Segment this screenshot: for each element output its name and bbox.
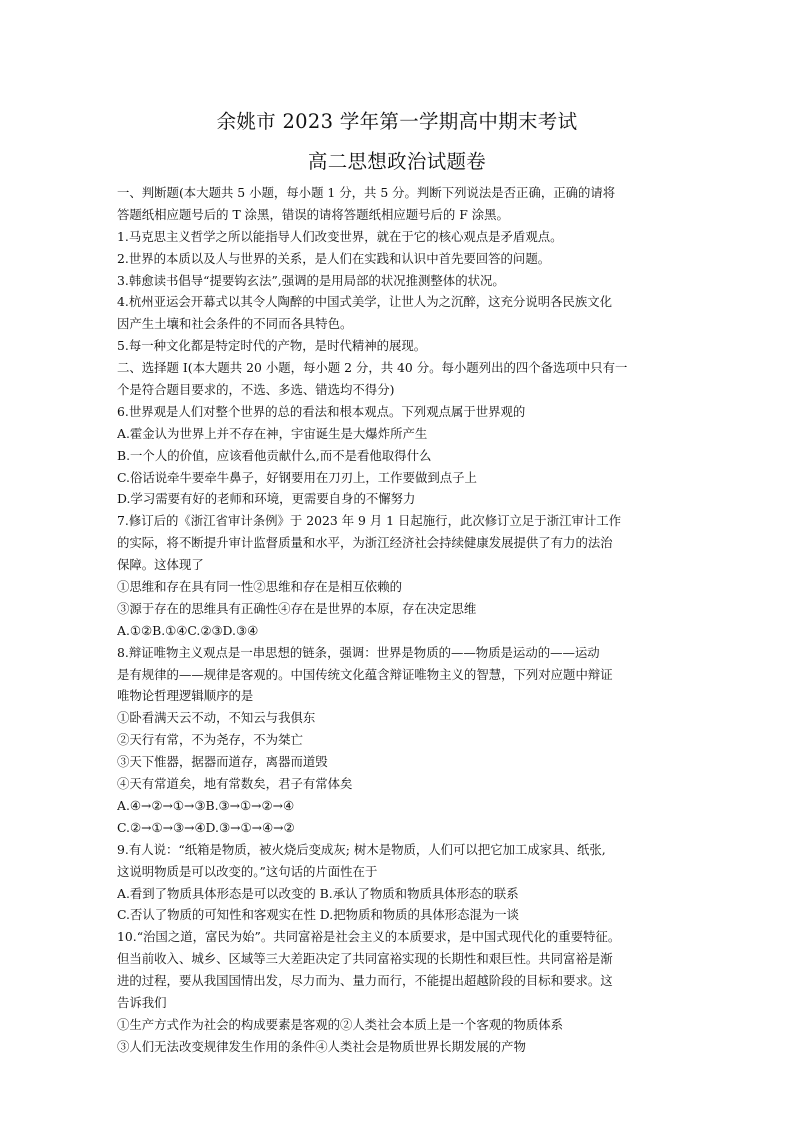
text-line: ①卧看满天云不动，不知云与我俱东	[117, 710, 316, 726]
text-line: 9.有人说：“纸箱是物质，被火烧后变成灰; 树木是物质，人们可以把它加工成家具、纸张,	[117, 841, 606, 857]
exam-body	[117, 182, 677, 1058]
text-line: 进的过程，要从我国国情出发，尽力而为、量力而行，不能提出超越阶段的目标和要求。这	[117, 973, 613, 989]
text-line: 个是符合题目要求的，不选、多选、错选均不得分)	[117, 382, 395, 398]
text-line: ③源于存在的思维具有正确性④存在是世界的本原，存在决定思维	[117, 600, 477, 616]
text-line: 5.每一种文化都是特定时代的产物，是时代精神的展现。	[117, 338, 427, 354]
text-line: ①生产方式作为社会的构成要素是客观的②人类社会本质上是一个客观的物质体系	[117, 1016, 564, 1032]
text-line: 这说明物质是可以改变的。”这句话的片面性在于	[117, 863, 378, 879]
text-line: C.俗话说牵牛要牵牛鼻子，好钢要用在刀刃上，工作要做到点子上	[117, 469, 477, 485]
text-line: 保障。这体现了	[117, 557, 204, 573]
text-line: C.②→①→③→④D.③→①→④→②	[117, 819, 295, 835]
text-line: 1.马克思主义哲学之所以能指导人们改变世界，就在于它的核心观点是矛盾观点。	[117, 228, 563, 244]
text-line: ②天行有常，不为尧存，不为桀亡	[117, 732, 303, 748]
text-line: 8.辩证唯物主义观点是一串思想的链条，强调：世界是物质的——物质是运动的——运动	[117, 644, 600, 660]
text-line: 一、判断题(本大题共 5 小题，每小题 1 分，共 5 分。判断下列说法是否正确，正确的请将	[117, 185, 616, 200]
text-line: 4.杭州亚运会开幕式以其令人陶醉的中国式美学，让世人为之沉醉，这充分说明各民族文化	[117, 294, 613, 310]
text-line: C.否认了物质的可知性和客观实在性 D.把物质和物质的具体形态混为一谈	[117, 907, 520, 923]
text-line: A.霍金认为世界上并不存在神，宇宙诞生是大爆炸所产生	[117, 425, 428, 441]
text-line: ③天下惟器，据器而道存，离器而道毁	[117, 754, 328, 770]
text-line: 2.世界的本质以及人与世界的关系，是人们在实践和认识中首先要回答的问题。	[117, 250, 551, 266]
text-line: 3.韩愈读书倡导“提要钩玄法”,强调的是用局部的状况推测整体的状况。	[117, 272, 505, 288]
text-line: B.一个人的价值，应该看他贡献什么,而不是看他取得什么	[117, 447, 432, 463]
text-line: 6.世界观是人们对整个世界的总的看法和根本观点。下列观点属于世界观的	[117, 403, 526, 419]
text-line: 的实际，将不断提升审计监督质量和水平，为浙江经济社会持续健康发展提供了有力的法治	[117, 535, 613, 551]
text-line: ④天有常道矣，地有常数矣，君子有常体矣	[117, 776, 353, 792]
text-line: A.①②B.①④C.②③D.③④	[117, 622, 259, 638]
text-line: 二、选择题 I(本大题共 20 小题，每小题 2 分，共 40 分。每小题列出的四个备选项中只有一	[117, 360, 628, 376]
text-line: 唯物论哲理逻辑顺序的是	[117, 688, 254, 704]
text-line: 7.修订后的《浙江省审计条例》于 2023 年 9 月 1 日起施行，此次修订立足于浙江审计工作	[117, 513, 622, 529]
text-line: ③人们无法改变规律发生作用的条件④人类社会是物质世界长期发展的产物	[117, 1038, 526, 1054]
text-line: 10.“治国之道，富民为始”。共同富裕是社会主义的本质要求，是中国式现代化的重要特征。	[117, 929, 621, 945]
text-line: 是有规律的——规律是客观的。中国传统文化蕴含辩证唯物主义的智慧，下列对应题中辩证	[117, 666, 613, 682]
exam-title: 余姚市 2023 学年第一学期高中期末考试	[216, 110, 578, 133]
text-line: D.学习需要有好的老师和环境，更需要自身的不懈努力	[117, 491, 416, 507]
exam-subtitle: 高二思想政治试题卷	[307, 150, 487, 173]
text-line: 答题纸相应题号后的 T 涂黑，错误的请将答题纸相应题号后的 F 涂黑。	[117, 206, 509, 222]
text-line: A.④→②→①→③B.③→①→②→④	[117, 797, 295, 813]
text-line: ①思维和存在具有同一性②思维和存在是相互依赖的	[117, 579, 402, 595]
text-line: 但当前收入、城乡、区域等三大差距决定了共同富裕实现的长期性和艰巨性。共同富裕是渐	[117, 951, 613, 967]
text-line: 告诉我们	[117, 994, 167, 1010]
text-line: A.看到了物质具体形态是可以改变的 B.承认了物质和物质具体形态的联系	[117, 885, 519, 901]
text-line: 因产生土壤和社会条件的不同而各具特色。	[117, 316, 353, 332]
